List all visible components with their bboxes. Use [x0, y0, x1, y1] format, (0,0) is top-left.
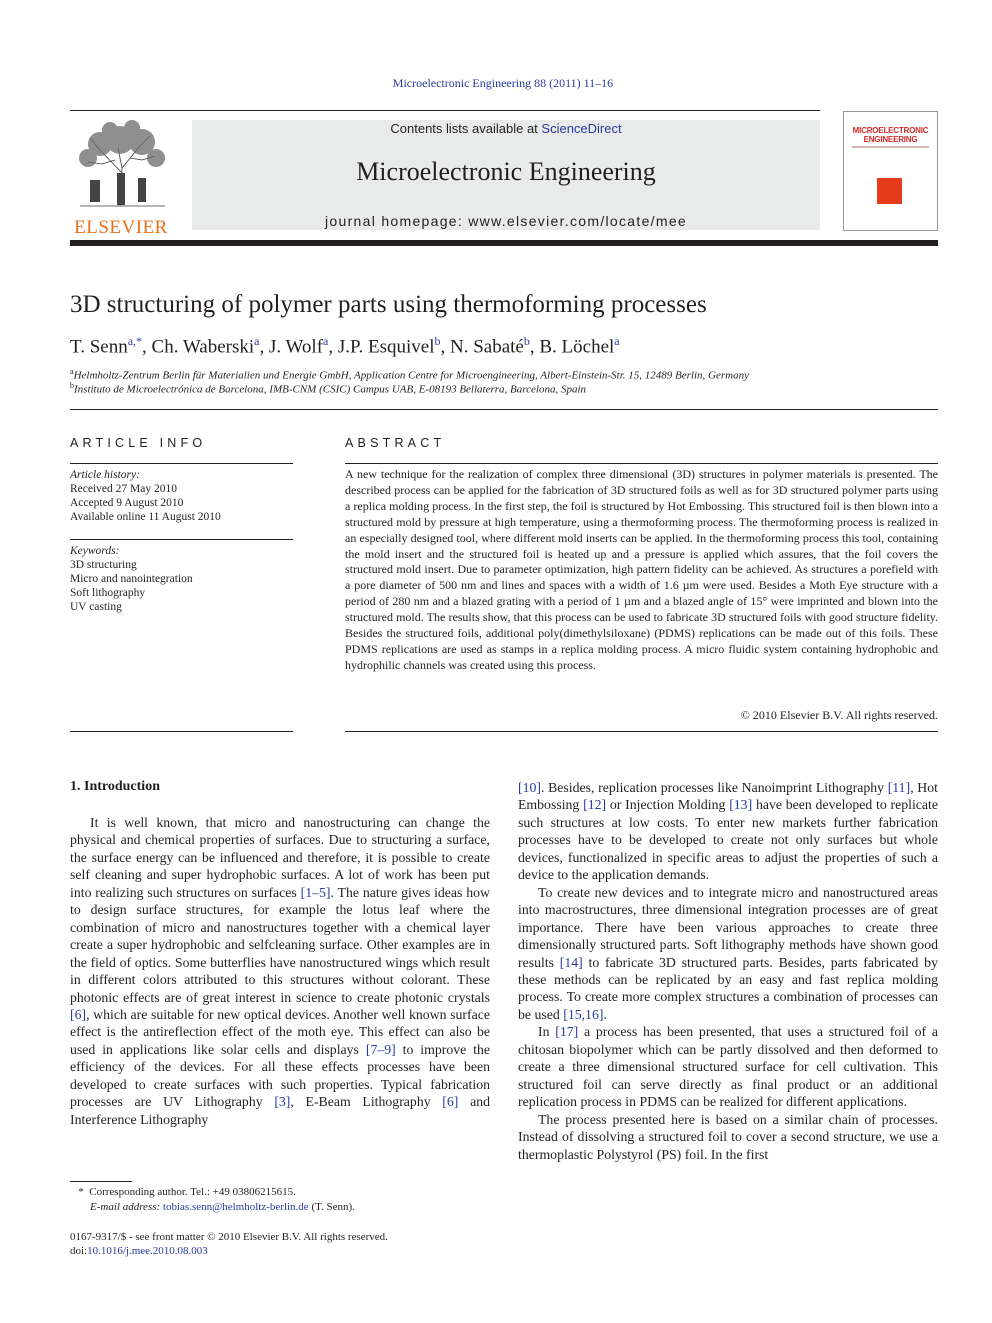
- email-link[interactable]: tobias.senn@helmholtz-berlin.de: [162, 1201, 309, 1213]
- affiliation-text: Helmholtz-Zentrum Berlin für Materialien und Energie GmbH, Application Centre for Microengineering, Albert-Einstein-Str. 15, 12489 Berlin, Germany: [73, 369, 749, 382]
- article-history-label: Article history:: [70, 469, 140, 481]
- citation-link[interactable]: [10]: [518, 780, 541, 795]
- text-run: The process presented here is based on a similar chain of processes. Instead of dissolving a structured foil to cover a second structure, we use a thermoplastic Polystyrol (PS) foil. In the first: [518, 1111, 938, 1162]
- article-history: [70, 468, 293, 524]
- doi-link[interactable]: 10.1016/j.mee.2010.08.003: [87, 1245, 208, 1257]
- journal-citation[interactable]: Microelectronic Engineering 88 (2011) 11–16: [392, 76, 614, 90]
- paragraph: [518, 779, 938, 884]
- text-run: a process has been presented, that uses a structured foil of a chitosan biopolymer which can be partly dissolved and then deformed to create a three dimensional structured surface for cell cultivation. This structured foil can serve directly as final product or an additional replication process in PDMS can be realized for different applications.: [518, 1024, 938, 1110]
- author-name: J. Wolf: [268, 336, 324, 358]
- cover-title: MICROELECTRONIC ENGINEERING: [852, 126, 929, 144]
- citation-link[interactable]: [7–9]: [365, 1041, 396, 1057]
- contents-prefix: Contents lists available at: [390, 121, 542, 136]
- author-separator: ,: [328, 336, 338, 358]
- citation-link[interactable]: [6]: [70, 1006, 87, 1022]
- header-top-rule: [70, 110, 820, 111]
- journal-title: Microelectronic Engineering: [356, 157, 656, 186]
- history-online: Available online 11 August 2010: [70, 511, 221, 523]
- section-heading: 1. Introduction: [70, 779, 160, 794]
- sciencedirect-link[interactable]: ScienceDirect: [541, 121, 622, 136]
- paragraph: [518, 1023, 938, 1110]
- issn-line: 0167-9317/$ - see front matter © 2010 Elsevier B.V. All rights reserved.: [70, 1231, 388, 1243]
- body-column-left: [70, 814, 490, 1128]
- article-info-bottom-rule: [70, 731, 293, 732]
- author-separator: ,: [440, 336, 450, 358]
- text-run: , which are suitable for new optical devices. Another well known surface effect is the antireflection effect of the moth eye. This effect can also be used in applications like solar cells and displays: [70, 1006, 490, 1057]
- author-separator: ,: [529, 336, 540, 358]
- article-info-rule: [70, 463, 293, 464]
- email-label: E-mail address:: [90, 1201, 161, 1213]
- keyword: 3D structuring: [70, 559, 137, 571]
- text-run: .: [603, 1006, 607, 1022]
- paragraph: [70, 814, 490, 1128]
- paragraph: [518, 1111, 938, 1163]
- text-run: In: [538, 1024, 556, 1040]
- footnote-star: *: [70, 1186, 90, 1198]
- citation-link[interactable]: [11]: [887, 780, 911, 795]
- author-name: N. Sabaté: [449, 336, 524, 358]
- affiliation-mark: a: [70, 367, 74, 376]
- affiliations-divider: [70, 409, 938, 410]
- author-name: Ch. Waberski: [151, 336, 255, 358]
- abstract-rule: [345, 463, 938, 464]
- header-bottom-rule: [70, 240, 938, 246]
- text-run: To create new devices and to integrate micro and nanostructured areas into macrostructures, three dimensional integration processes are of great importance. There have been various approaches to create three dimensionally structured parts. Soft lithography methods have shown good results: [518, 884, 938, 970]
- journal-cover-thumbnail[interactable]: [843, 111, 938, 231]
- keywords-rule: [70, 539, 293, 540]
- article-title: 3D structuring of polymer parts using thermoforming processes: [70, 291, 707, 318]
- corresponding-author-note: [70, 1186, 296, 1198]
- contents-availability: [192, 121, 820, 136]
- body-column-right: [518, 779, 938, 1163]
- author-list: [70, 334, 620, 358]
- text-run: to improve the efficiency of the devices. For all these effects processes have been developed to create surfaces with such properties. Typical fabrication processes are UV Lithography: [70, 1041, 491, 1110]
- article-info-heading: ARTICLE INFO: [70, 436, 207, 450]
- keyword: Soft lithography: [70, 587, 146, 599]
- abstract-text: A new technique for the realization of complex three dimensional (3D) structures in polymer materials is presented. The described process can be applied for the fabrication of 3D structured foils as well as for 3D structured polymer parts using a replica molding process. In the first step, the foil is structured by Hot Embossing. This structured foil is then blown into a structured mold by pressure at high temperature, using a thermoforming process. The thermoforming process is realized in an especially designed tool, where different mold inserts can be applied. In the thermoforming process this tool, containing the mold insert and the structured foil is heated up and a pressure is applied which assures, that the foil covers the structured mold insert. Due to parameter optimization, high pattern fidelity can be achieved. As structures a porefield with a pore diameter of 500 nm and lines and spaces with a width of 1.6 µm were used. Besides a Moth Eye structure with a period of 280 nm and a blazed grating with a period of 1 µm and a blazed angle of 15° were imprinted and blown into the structured mold. The results show, that this process can be used to fabricate 3D structured foils with good structure fidelity. Besides the structured foils, additional poly(dimethylsiloxane) (PDMS) replications can be made out of this foils. These PDMS replications are used as stamps in a replica molding process. A micro fluidic system containing hydrophobic and hydrophilic channels was created using this process.: [345, 467, 938, 672]
- abstract-bottom-rule: [345, 731, 938, 732]
- text-run: , E-Beam Lithography: [290, 1094, 443, 1110]
- author-affiliation-mark[interactable]: a: [254, 334, 260, 348]
- citation-link[interactable]: [14]: [559, 954, 583, 970]
- author-name: J.P. Esquivel: [337, 336, 435, 358]
- citation-link[interactable]: [15,16]: [563, 1006, 604, 1022]
- author-name: B. Löchel: [539, 336, 615, 358]
- author-separator: ,: [259, 336, 269, 358]
- author-affiliation-mark[interactable]: a,*: [127, 334, 143, 348]
- citation-link[interactable]: [1–5]: [300, 884, 331, 900]
- keyword: Micro and nanointegration: [70, 573, 193, 585]
- citation-link[interactable]: [3]: [274, 1094, 291, 1110]
- affiliation-text: Instituto de Microelectrónica de Barcelona, IMB-CNM (CSIC) Campus UAB, E-08193 Bellaterra, Barcelona, Spain: [74, 383, 587, 396]
- cover-image: [877, 178, 902, 204]
- citation-link[interactable]: [13]: [729, 797, 753, 813]
- author-affiliation-mark[interactable]: b: [523, 334, 530, 348]
- elsevier-tree-icon: [70, 118, 172, 210]
- doi-line: [70, 1245, 208, 1257]
- footnote-rule: [70, 1181, 132, 1182]
- citation-link[interactable]: [17]: [555, 1024, 579, 1040]
- author-affiliation-mark[interactable]: a: [323, 334, 329, 348]
- journal-homepage[interactable]: journal homepage: www.elsevier.com/locate/mee: [325, 213, 687, 229]
- elsevier-wordmark: ELSEVIER: [74, 217, 168, 238]
- cover-subtitle-line: [852, 146, 929, 148]
- text-run: and Interference Lithography: [70, 1094, 490, 1127]
- citation-link[interactable]: [12]: [583, 797, 607, 813]
- citation-link[interactable]: [6]: [442, 1094, 459, 1110]
- author-affiliation-mark[interactable]: a: [614, 334, 620, 348]
- abstract-heading: ABSTRACT: [345, 436, 446, 450]
- email-note: [90, 1201, 355, 1213]
- keywords: [70, 544, 293, 614]
- history-received: Received 27 May 2010: [70, 483, 177, 495]
- text-run: . Besides, replication processes like Nanoimprint Lithography: [541, 780, 888, 795]
- author-affiliation-mark[interactable]: b: [434, 334, 441, 348]
- affiliation: [70, 367, 749, 382]
- text-run: . The nature gives ideas how to design surface structures, for example the lotus leaf where the combination of micro and nanostructures together with a chemical layer create a super hydrophobic and selfcleaning surface. Other examples are in the field of optics. Some butterflies have nanostructured wings which result in different colors attributed to this structures without colorant. These photonic effects are of great interest in science to create photonic crystals: [70, 884, 491, 1005]
- text-run: , Hot Embossing: [518, 780, 938, 813]
- affiliation: [70, 381, 586, 396]
- text-run: or Injection Molding: [606, 797, 730, 813]
- text-run: to fabricate 3D structured parts. Besides, parts fabricated by these methods can be replicated by an easy and fast replica molding process. To create more complex structures a combination of processes can be used: [518, 954, 938, 1022]
- history-accepted: Accepted 9 August 2010: [70, 497, 184, 509]
- email-suffix: (T. Senn).: [308, 1201, 355, 1213]
- doi-label: doi:: [70, 1245, 88, 1257]
- abstract-copyright: © 2010 Elsevier B.V. All rights reserved.: [740, 708, 938, 722]
- keyword: UV casting: [70, 601, 122, 613]
- text-run: It is well known, that micro and nanostructuring can change the physical and chemical properties of surfaces. Due to structuring a surface, the surface energy can be influenced and therefore, it is possible to create self cleaning and super hydrophobic surfaces. A lot of work has been put into realizing such structures on surfaces: [70, 815, 490, 900]
- affiliation-mark: b: [70, 381, 74, 390]
- author-separator: ,: [142, 336, 152, 358]
- text-run: have been developed to replicate such structures at low costs. To enter new markets further fabrication processes have to be developed to create not only surfaces but whole devices, functionalized in specific areas to adjust the properties of such a device to the application demands.: [518, 797, 938, 883]
- elsevier-logo: [70, 118, 172, 238]
- author-name: T. Senn: [70, 336, 128, 358]
- corresponding-author-text: Corresponding author. Tel.: +49 03806215615.: [89, 1186, 296, 1198]
- keywords-label: Keywords:: [70, 545, 120, 557]
- paragraph: [518, 884, 938, 1024]
